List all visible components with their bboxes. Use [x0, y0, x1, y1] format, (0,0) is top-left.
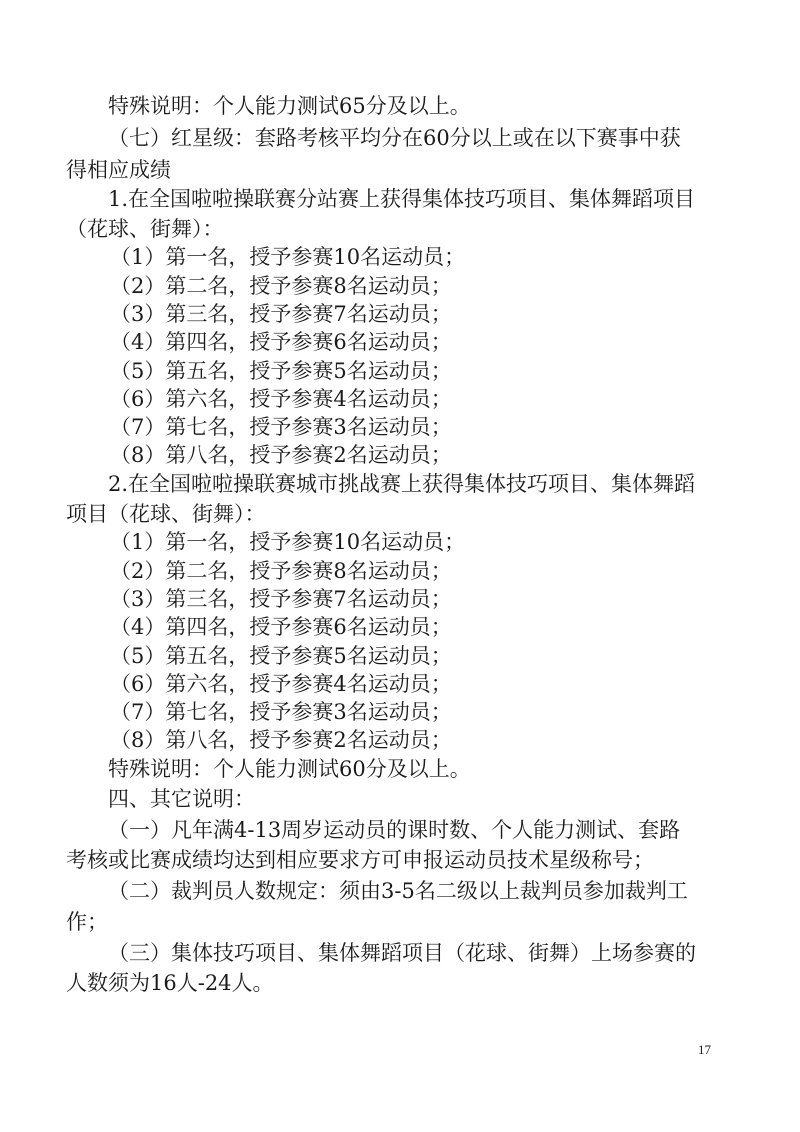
item-2-rank-6: （6）第六名，授予参赛4名运动员；	[110, 672, 452, 696]
item-2-rank-7: （7）第七名，授予参赛3名运动员；	[110, 700, 452, 724]
note-2-continuation: 作；	[66, 910, 108, 934]
item-2-rank-5: （5）第五名，授予参赛5名运动员；	[110, 644, 452, 668]
item-2-rank-3: （3）第三名，授予参赛7名运动员；	[110, 587, 452, 611]
note-3-continuation: 人数须为16人-24人。	[66, 971, 274, 995]
section-4-heading: 四、其它说明：	[108, 787, 255, 811]
special-note-line: 特殊说明：个人能力测试65分及以上。	[108, 94, 471, 118]
section-7-heading-line: （七）红星级：套路考核平均分在60分以上或在以下赛事中获	[108, 126, 681, 150]
note-1-line: （一）凡年满4-13周岁运动员的课时数、个人能力测试、套路	[108, 818, 681, 842]
item-1-rank-7: （7）第七名，授予参赛3名运动员；	[110, 415, 452, 439]
item-2-rank-1: （1）第一名，授予参赛10名运动员；	[110, 530, 466, 554]
item-1-rank-1: （1）第一名，授予参赛10名运动员；	[110, 245, 466, 269]
item-2-intro-continuation: 项目（花球、街舞）：	[66, 502, 266, 526]
item-2-intro-line: 2.在全国啦啦操联赛城市挑战赛上获得集体技巧项目、集体舞蹈	[108, 472, 696, 496]
item-1-rank-3: （3）第三名，授予参赛7名运动员；	[110, 302, 452, 326]
item-1-intro-line: 1.在全国啦啦操联赛分站赛上获得集体技巧项目、集体舞蹈项目	[108, 187, 696, 211]
item-2-rank-2: （2）第二名，授予参赛8名运动员；	[110, 559, 452, 583]
section-7-heading-continuation: 得相应成绩	[66, 158, 171, 182]
item-1-rank-4: （4）第四名，授予参赛6名运动员；	[110, 330, 452, 354]
note-2-line: （二）裁判员人数规定：须由3-5名二级以上裁判员参加裁判工	[108, 879, 688, 903]
item-1-intro-continuation: （花球、街舞）：	[66, 217, 224, 241]
item-1-rank-2: （2）第二名，授予参赛8名运动员；	[110, 274, 452, 298]
special-note-line-2: 特殊说明：个人能力测试60分及以上。	[108, 757, 471, 781]
page-number: 17	[698, 1042, 711, 1057]
item-1-rank-6: （6）第六名，授予参赛4名运动员；	[110, 387, 452, 411]
note-1-continuation: 考核或比赛成绩均达到相应要求方可申报运动员技术星级称号；	[66, 848, 654, 872]
item-1-rank-8: （8）第八名，授予参赛2名运动员；	[110, 443, 452, 467]
note-3-line: （三）集体技巧项目、集体舞蹈项目（花球、街舞）上场参赛的	[108, 941, 696, 965]
item-2-rank-8: （8）第八名，授予参赛2名运动员；	[110, 728, 452, 752]
item-1-rank-5: （5）第五名，授予参赛5名运动员；	[110, 359, 452, 383]
item-2-rank-4: （4）第四名，授予参赛6名运动员；	[110, 615, 452, 639]
